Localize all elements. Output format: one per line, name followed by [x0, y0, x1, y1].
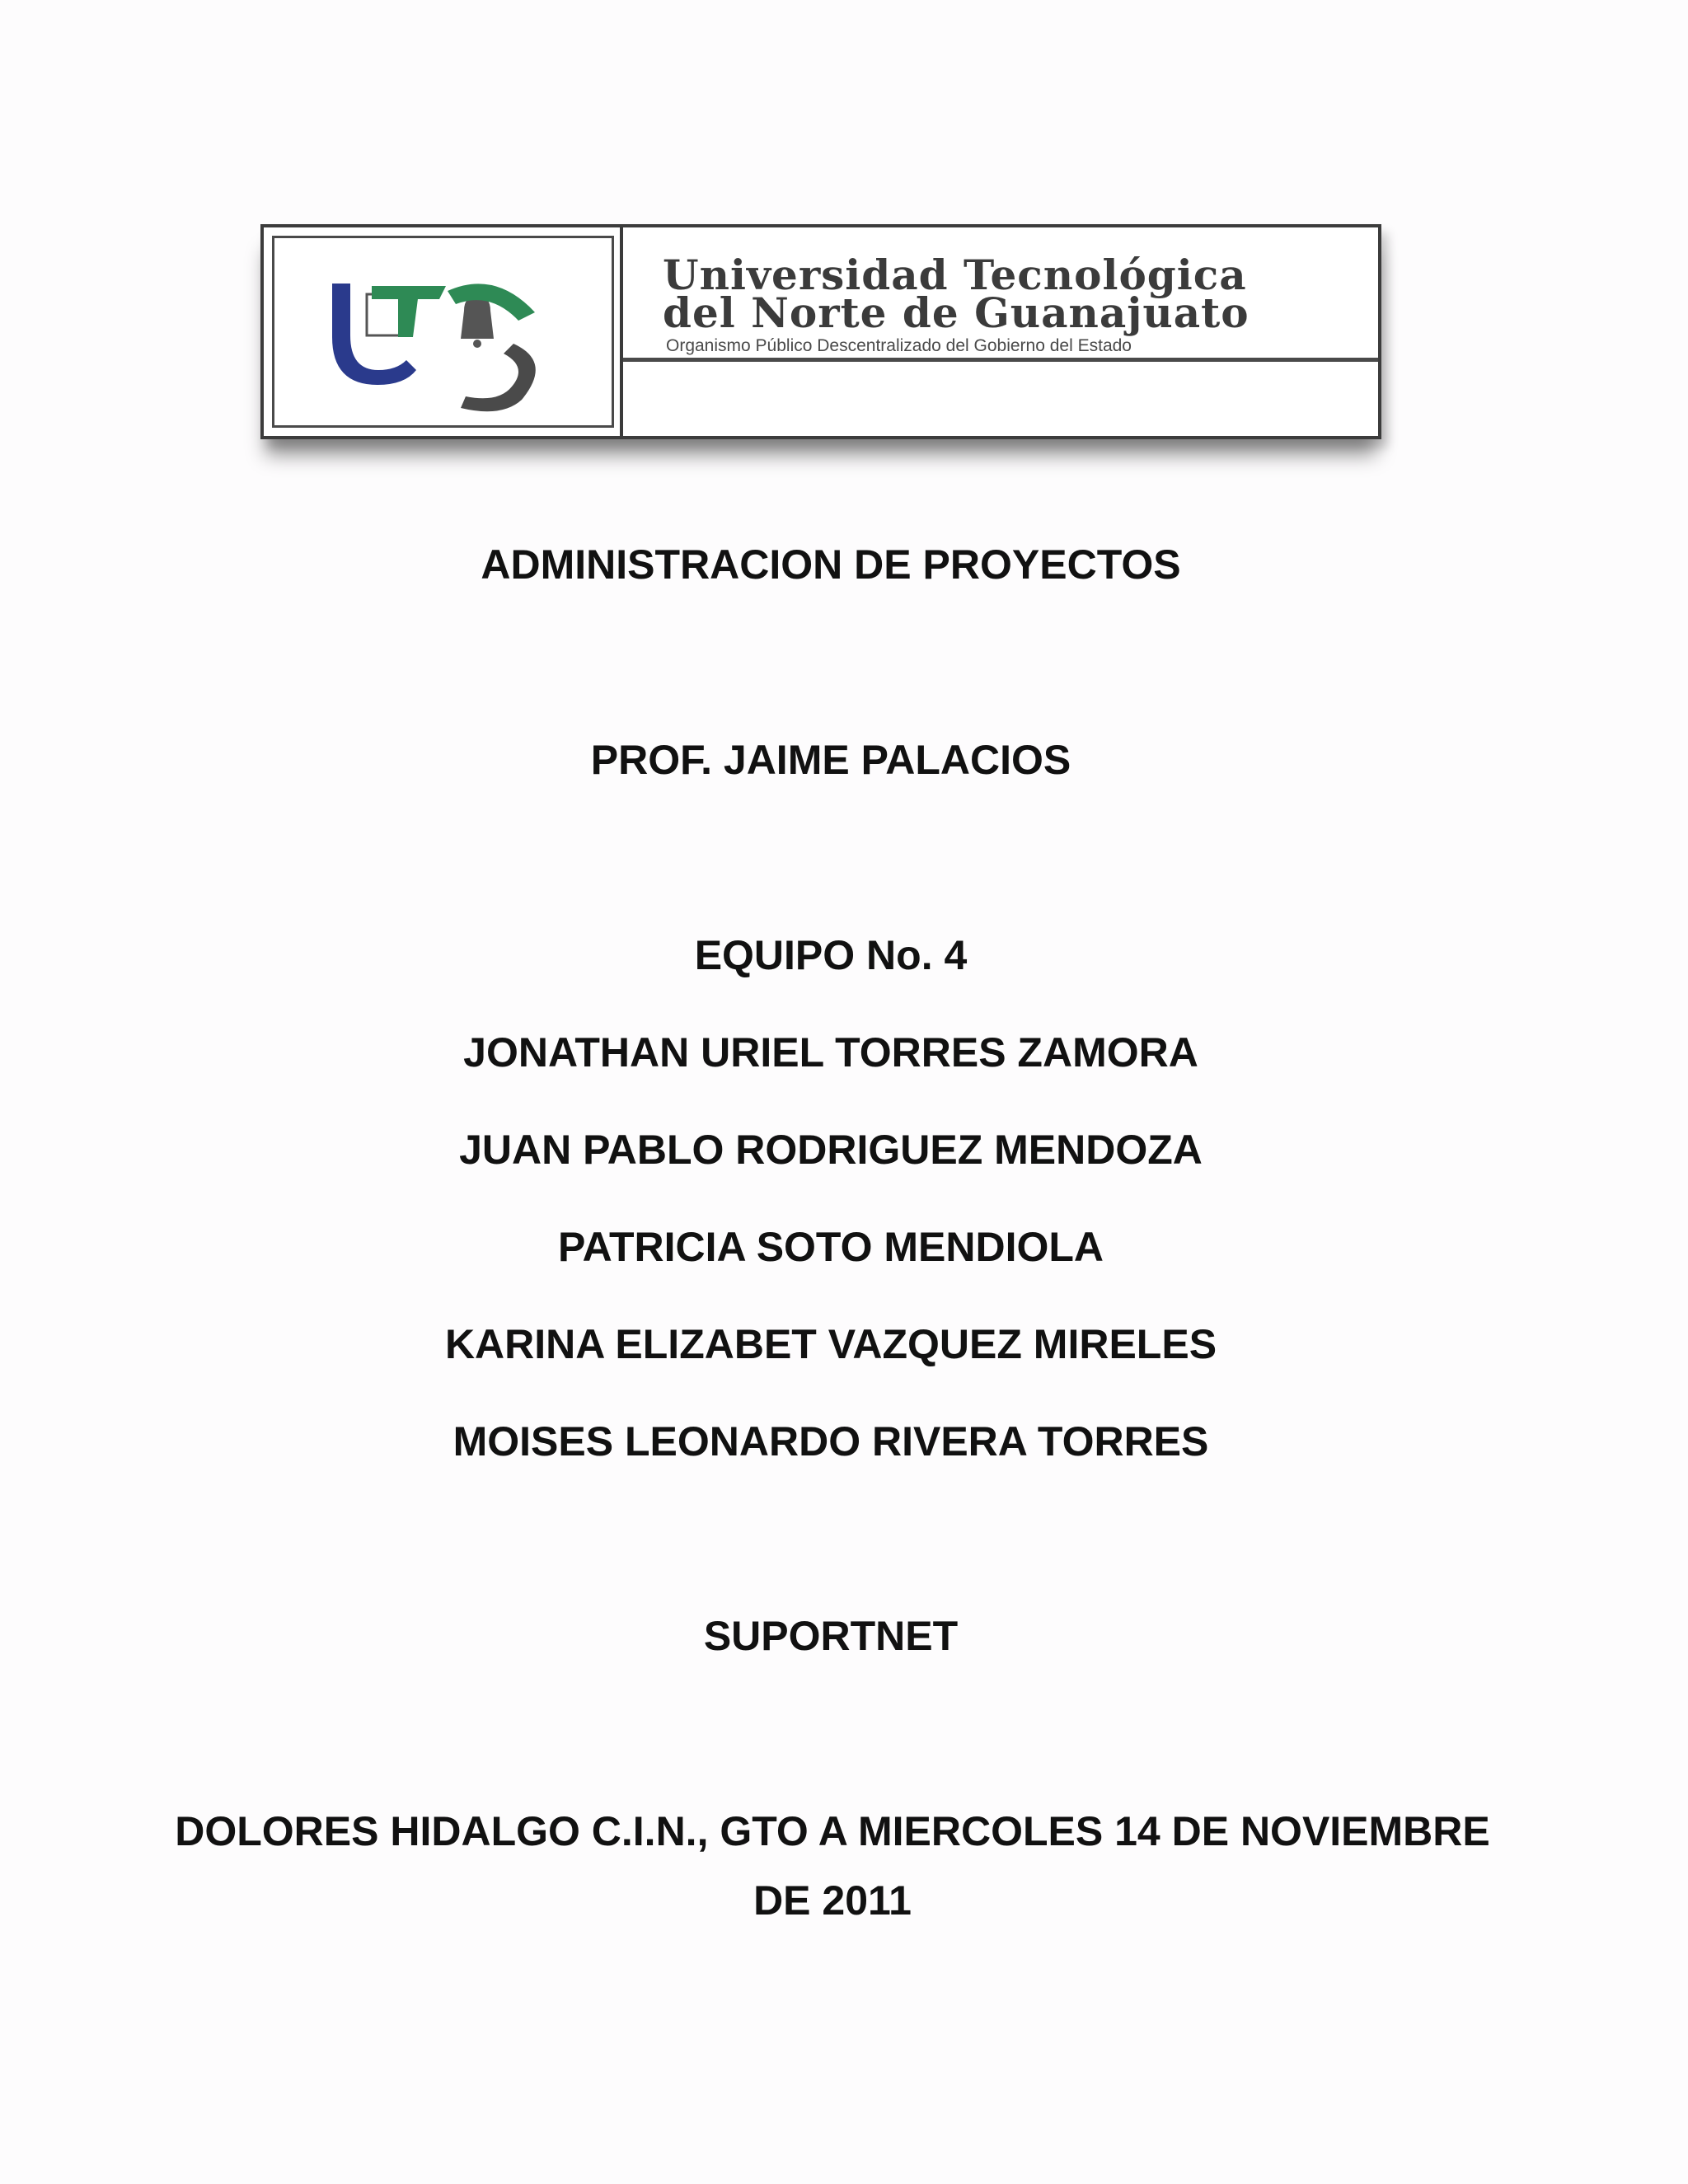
university-name-line2: del Norte de Guanajuato [663, 288, 1250, 337]
team-member: MOISES LEONARDO RIVERA TORRES [452, 1418, 1209, 1465]
team-number: EQUIPO No. 4 [694, 932, 968, 978]
place-and-date: DOLORES HIDALGO C.I.N., GTO A MIERCOLES 14 DE NOVIEMBRE DE 2011 [175, 1808, 1490, 1924]
university-subtitle: Organismo Público Descentralizado del Gobierno del Estado [666, 336, 1132, 355]
team-member: JUAN PABLO RODRIGUEZ MENDOZA [459, 1127, 1203, 1173]
team-member: PATRICIA SOTO MENDIOLA [557, 1224, 1104, 1270]
logo-divider [620, 227, 623, 436]
team-member: KARINA ELIZABET VAZQUEZ MIRELES [444, 1321, 1217, 1367]
course-title: ADMINISTRACION DE PROYECTOS [481, 541, 1181, 588]
team-member: JONATHAN URIEL TORRES ZAMORA [463, 1029, 1198, 1076]
university-name-line1: Universidad Tecnológica [663, 251, 1247, 299]
utng-emblem-icon [274, 238, 612, 425]
university-logo-banner [260, 224, 1381, 439]
professor-name: PROF. JAIME PALACIOS [590, 737, 1071, 783]
logo-rule [623, 358, 1381, 362]
university-emblem [272, 236, 614, 428]
project-name: SUPORTNET [703, 1613, 959, 1659]
